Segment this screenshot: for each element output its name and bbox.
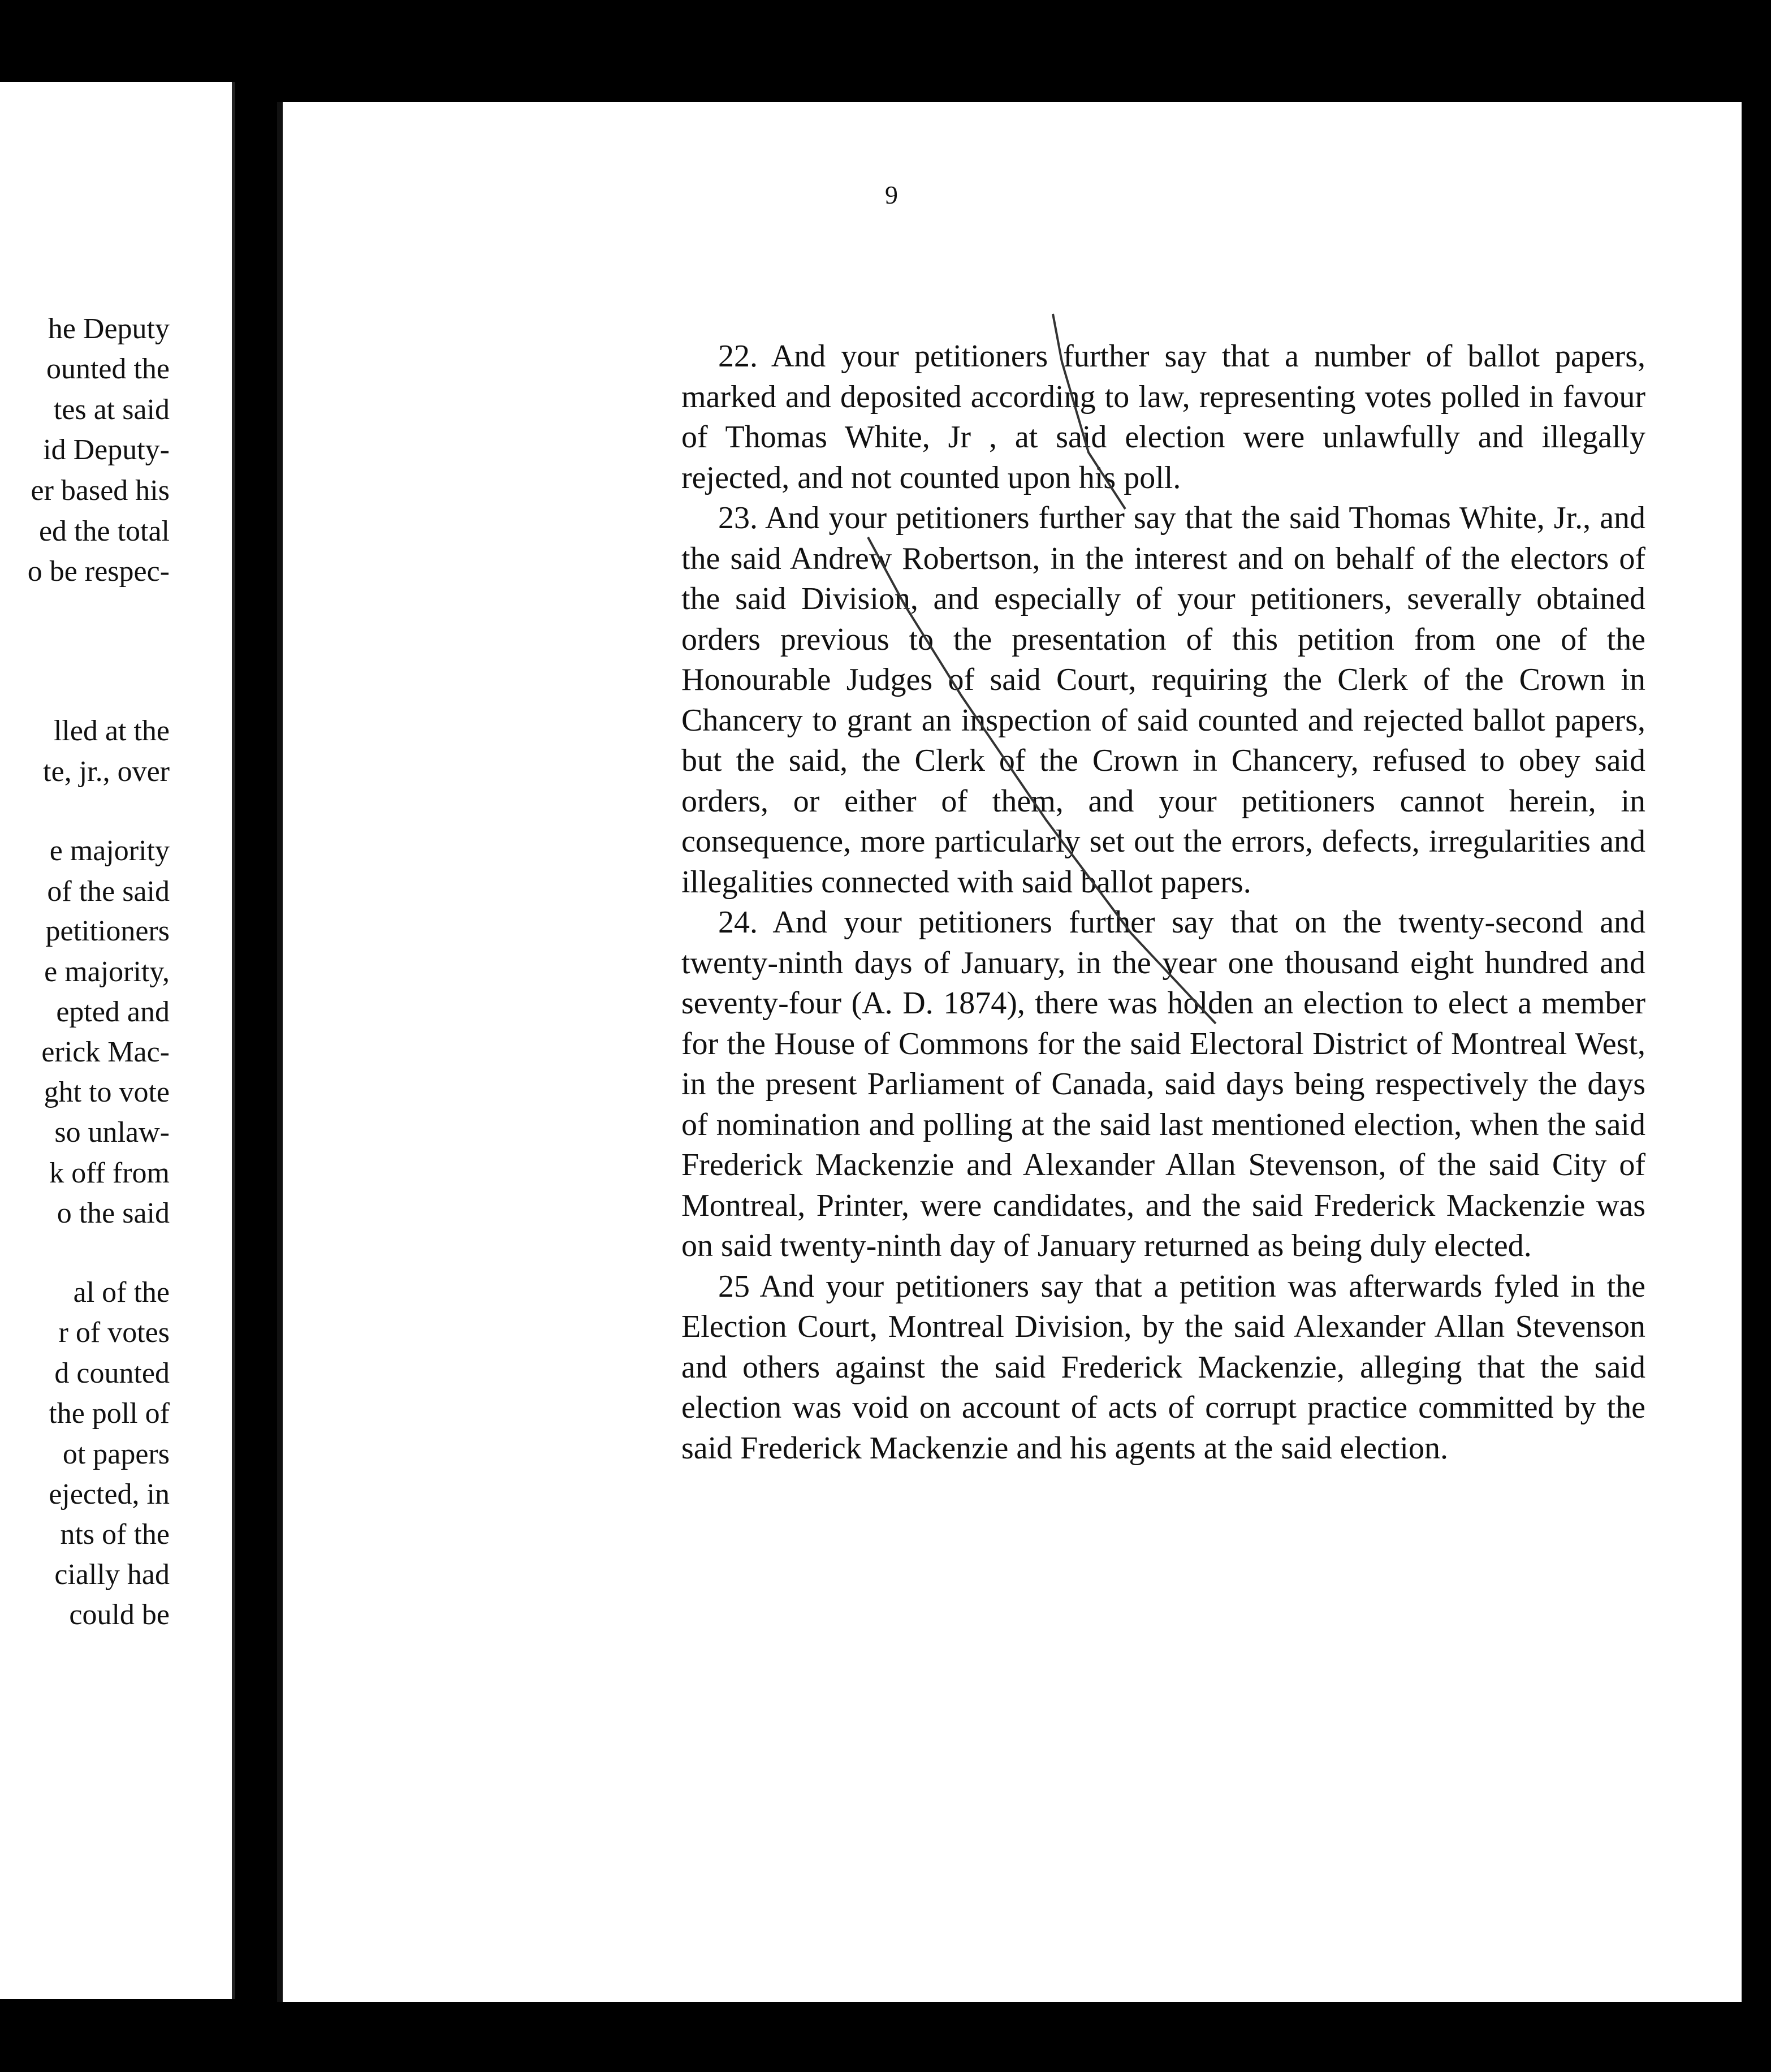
left-line: ounted the: [46, 353, 170, 385]
left-page-fragment: [0, 82, 235, 1999]
left-line: r of votes: [58, 1316, 170, 1349]
left-line: te, jr., over: [43, 756, 170, 788]
paragraph-24: 24. And your petitioners further say that on the twenty-second and twenty-ninth days of January, in the year one thousand eight hundred and seventy-four (A. D. 1874), there was holden an election to elect a member for the House of Commons for the said Electoral District of Montreal West, in the present Parliament of Canada, said days being respectively the days of nomination and polling at the said last mentioned election, when the said Frederick Mackenzie and Alexander Allan Stevenson, of the said City of Montreal, Printer, were candidates, and the said Frederick Mackenzie was on said twenty-ninth day of January returned as being duly elected.: [681, 905, 1645, 1263]
left-line: he Deputy: [47, 313, 170, 345]
left-line: cially had: [54, 1559, 170, 1591]
left-line: al of the: [73, 1276, 170, 1309]
left-line: d counted: [54, 1357, 170, 1389]
left-line: ejected, in: [49, 1478, 170, 1510]
left-line: of the said: [47, 875, 170, 908]
left-line: ght to vote: [44, 1076, 170, 1108]
left-line: could be: [69, 1599, 170, 1631]
left-line: lled at the: [53, 715, 170, 747]
paragraph-25: 25 And your petitioners say that a petition was afterwards fyled in the Election Court, Montreal Division, by the said Alexander Allan Stevenson and others against the said Frederick Mackenzie, alleging that the said election was void on account of acts of corrupt practice committed by the said Frederick Mackenzie and his agents at the said election.: [681, 1268, 1645, 1466]
left-line: e majority: [49, 835, 170, 867]
left-line: erick Mac-: [41, 1036, 170, 1068]
left-line: k off from: [49, 1157, 170, 1189]
petition-body: [681, 336, 1645, 1469]
left-line: ot papers: [62, 1438, 170, 1470]
left-line: so unlaw-: [54, 1116, 170, 1149]
left-line: epted and: [56, 996, 170, 1028]
left-line: id Deputy-: [43, 434, 170, 466]
page-number: 9: [885, 180, 898, 209]
left-line: ed the total: [38, 515, 170, 547]
left-line: o the said: [57, 1197, 170, 1229]
left-line: tes at said: [53, 394, 170, 426]
left-line: the poll of: [49, 1397, 170, 1430]
paragraph-23: 23. And your petitioners further say that the said Thomas White, Jr., and the said Andrew Robertson, in the interest and on behalf of the electors of the said Division, and especially of your petitioners, severally obtained orders previous to the presentation of this petition from one of the Honourable Judges of said Court, requiring the Clerk of the Crown in Chancery to grant an inspection of said counted and rejected ballot papers, but the said, the Clerk of the Crown in Chancery, refused to obey said orders, or either of them, and your petitioners cannot herein, in consequence, more particularly set out the errors, defects, irregularities and illegalities connected with said ballot papers.: [681, 500, 1645, 900]
paragraph-22: 22. And your petitioners further say that a number of ballot papers, marked and deposited according to law, representing votes polled in favour of Thomas White, Jr , at said election were unlawfully and illegally rejected, and not counted upon his poll.: [681, 339, 1645, 495]
left-line: er based his: [31, 474, 170, 507]
left-line: nts of the: [60, 1518, 170, 1551]
left-line: petitioners: [45, 915, 170, 947]
left-line: e majority,: [44, 956, 170, 988]
left-line: o be respec-: [27, 555, 170, 588]
